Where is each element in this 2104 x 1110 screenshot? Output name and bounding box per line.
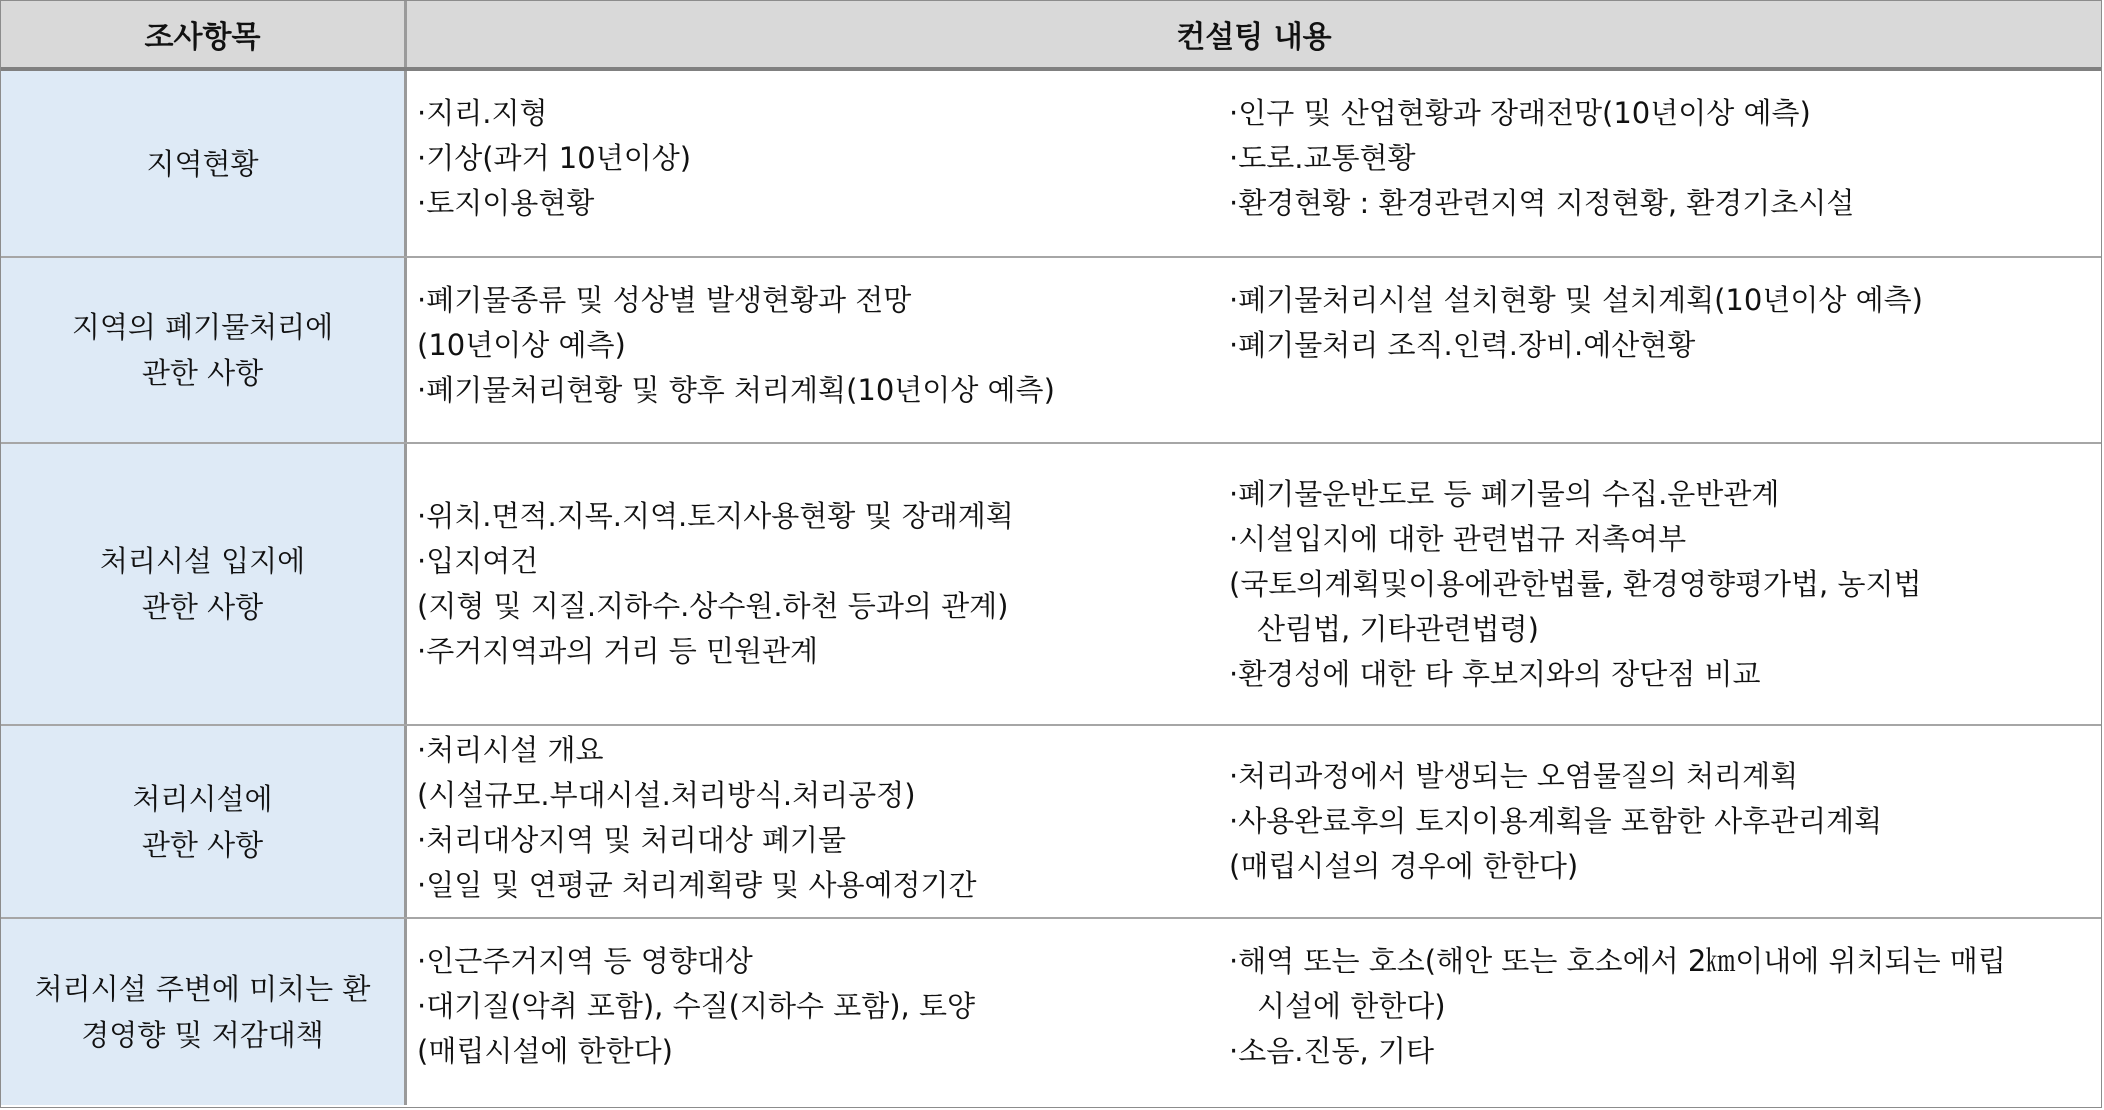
content-line: ·일일 및 연평균 처리계획량 및 사용예정기간 <box>417 868 977 902</box>
survey-item-cell <box>1 71 407 256</box>
survey-item-label: 경영향 및 저감대책 <box>81 1018 324 1052</box>
content-line: ·입지여건 <box>417 544 539 578</box>
content-line: (국토의계획및이용에관한법률, 환경영향평가법, 농지법 <box>1229 566 1922 601</box>
header-survey-item: 조사항목 <box>1 1 407 67</box>
content-line: (매립시설의 경우에 한한다) <box>1229 849 1579 883</box>
content-line: 시설에 한한다) <box>1257 989 1446 1023</box>
content-cell <box>407 726 2101 917</box>
content-line: ·대기질(악취 포함), 수질(지하수 포함), 토양 <box>417 989 976 1023</box>
survey-item-cell <box>1 258 407 442</box>
content-cell <box>407 444 2101 724</box>
content-line: ·환경현황 : 환경관련지역 지정현황, 환경기초시설 <box>1229 186 1855 220</box>
content-right-column <box>1217 258 2101 442</box>
content-line: ·폐기물운반도로 등 폐기물의 수집.운반관계 <box>1229 476 1780 511</box>
content-line: ·도로.교통현황 <box>1229 141 1416 175</box>
survey-item-label: 관한 사항 <box>141 827 264 862</box>
survey-item-cell <box>1 919 407 1105</box>
content-line: ·처리과정에서 발생되는 오염물질의 처리계획 <box>1229 759 1799 793</box>
content-right-column <box>1217 444 2101 724</box>
survey-item-label: 처리시설 주변에 미치는 환 <box>34 972 371 1006</box>
table-row <box>1 258 2101 444</box>
content-line: (10년이상 예측) <box>417 328 626 362</box>
header-consulting-content: 컨설팅 내용 <box>1176 20 1332 55</box>
content-right-column <box>1217 726 2101 917</box>
content-right-column <box>1217 71 2101 256</box>
survey-item-label: 지역의 폐기물처리에 <box>71 310 334 344</box>
table-row <box>1 444 2101 726</box>
content-line: ·폐기물처리현황 및 향후 처리계획(10년이상 예측) <box>417 373 1055 407</box>
content-cell <box>407 919 2101 1105</box>
content-line: ·소음.진동, 기타 <box>1229 1034 1434 1068</box>
survey-item-label: 처리시설에 <box>132 781 273 816</box>
content-line: ·폐기물종류 및 성상별 발생현황과 전망 <box>417 283 912 317</box>
table-row <box>1 919 2101 1105</box>
survey-item-label: 지역현황 <box>146 146 259 181</box>
content-left-column <box>407 444 1217 724</box>
content-line: ·해역 또는 호소(해안 또는 호소에서 2㎞이내에 위치되는 매립 <box>1229 944 2006 978</box>
content-line: 산림법, 기타관련법령) <box>1257 611 1539 646</box>
content-left-column <box>407 919 1217 1105</box>
survey-item-cell <box>1 726 407 917</box>
content-line: ·기상(과거 10년이상) <box>417 141 692 175</box>
survey-item-label: 관한 사항 <box>141 590 264 624</box>
content-line: ·인구 및 산업현황과 장래전망(10년이상 예측) <box>1229 96 1811 130</box>
content-line: ·토지이용현황 <box>417 186 595 220</box>
content-line: ·위치.면적.지목.지역.토지사용현황 및 장래계획 <box>417 499 1014 533</box>
content-line: ·인근주거지역 등 영향대상 <box>417 944 753 978</box>
content-left-column <box>407 258 1217 442</box>
content-line: ·폐기물처리 조직.인력.장비.예산현황 <box>1229 328 1696 362</box>
content-line: ·환경성에 대한 타 후보지와의 장단점 비교 <box>1229 656 1761 691</box>
content-line: ·처리시설 개요 <box>417 733 604 767</box>
content-cell <box>407 71 2101 256</box>
content-line: ·지리.지형 <box>417 96 548 130</box>
content-left-column <box>407 71 1217 256</box>
survey-item-label: 관한 사항 <box>141 356 264 390</box>
survey-item-label: 처리시설 입지에 <box>99 544 306 578</box>
content-cell <box>407 258 2101 442</box>
table-row <box>1 71 2101 258</box>
content-line: ·사용완료후의 토지이용계획을 포함한 사후관리계획 <box>1229 804 1883 838</box>
survey-item-cell <box>1 444 407 724</box>
content-line: ·폐기물처리시설 설치현황 및 설치계획(10년이상 예측) <box>1229 283 1923 317</box>
content-line: (지형 및 지질.지하수.상수원.하천 등과의 관계) <box>417 589 1009 623</box>
table-row <box>1 726 2101 919</box>
content-line: (시설규모.부대시설.처리방식.처리공정) <box>417 778 916 812</box>
content-line: ·처리대상지역 및 처리대상 폐기물 <box>417 823 847 857</box>
content-line: (매립시설에 한한다) <box>417 1034 673 1068</box>
content-right-column <box>1217 919 2101 1105</box>
table-header <box>1 1 2101 71</box>
content-line: ·시설입지에 대한 관련법규 저촉여부 <box>1229 521 1687 556</box>
content-line: ·주거지역과의 거리 등 민원관계 <box>417 634 819 668</box>
content-left-column <box>407 726 1217 917</box>
